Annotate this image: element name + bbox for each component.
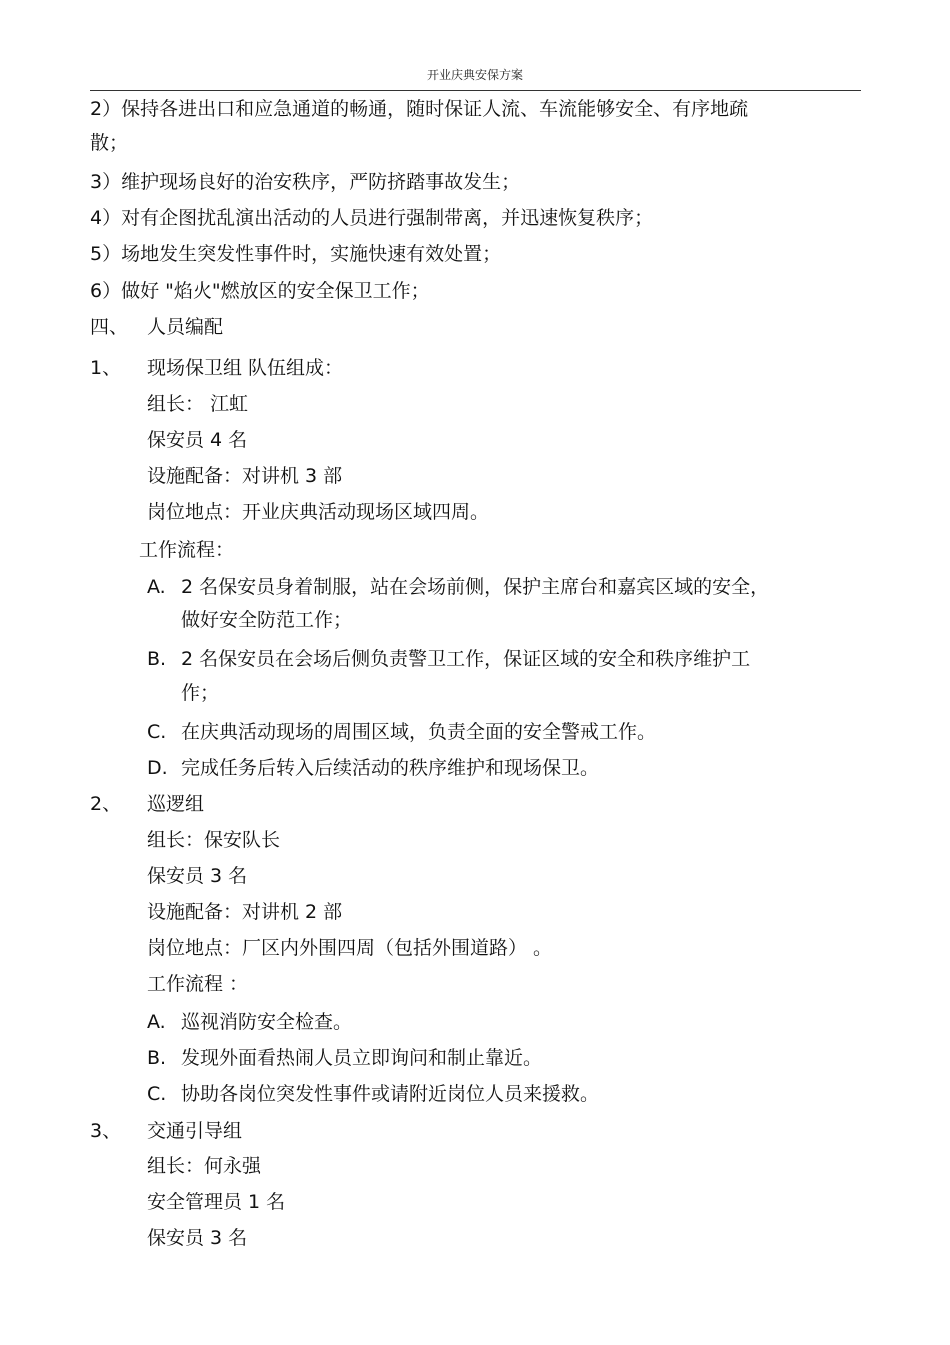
header-rule bbox=[90, 90, 861, 91]
step-text-cont: 做好安全防范工作； bbox=[181, 609, 353, 631]
duty-item-6: 6）做好 "焰火"燃放区的安全保卫工作； bbox=[90, 280, 430, 302]
group-guard-count: 保安员 3 名 bbox=[147, 865, 248, 887]
step-label: B. bbox=[147, 1047, 167, 1069]
step-text: 完成任务后转入后续活动的秩序维护和现场保卫。 bbox=[181, 757, 600, 779]
step-text: 协助各岗位突发性事件或请附近岗位人员来援救。 bbox=[181, 1083, 600, 1105]
group-safety-officer-count: 安全管理员 1 名 bbox=[147, 1191, 286, 1213]
step-text: 2 名保安员身着制服，站在会场前侧，保护主席台和嘉宾区域的安全， bbox=[181, 576, 770, 598]
step-text: 在庆典活动现场的周围区域，负责全面的安全警戒工作。 bbox=[181, 721, 657, 743]
duty-item-4: 4）对有企图扰乱演出活动的人员进行强制带离，并迅速恢复秩序； bbox=[90, 207, 654, 229]
group-guard-count: 保安员 4 名 bbox=[147, 429, 248, 451]
duty-item-5: 5）场地发生突发性事件时，实施快速有效处置； bbox=[90, 243, 502, 265]
step-label: C. bbox=[147, 1083, 167, 1105]
step-label: A. bbox=[147, 1011, 166, 1033]
group-guard-count: 保安员 3 名 bbox=[147, 1227, 248, 1249]
step-label: D. bbox=[147, 757, 168, 779]
step-text: 发现外面看热闹人员立即询问和制止靠近。 bbox=[181, 1047, 543, 1069]
group-post-location: 岗位地点：厂区内外围四周（包括外围道路） 。 bbox=[147, 937, 553, 959]
group-number: 3、 bbox=[90, 1120, 122, 1142]
group-leader: 组长：保安队长 bbox=[147, 829, 281, 851]
group-equipment: 设施配备：对讲机 2 部 bbox=[147, 901, 343, 923]
duty-item-2: 2）保持各进出口和应急通道的畅通，随时保证人流、车流能够安全、有序地疏 bbox=[90, 98, 749, 120]
group-number: 2、 bbox=[90, 793, 122, 815]
step-text: 2 名保安员在会场后侧负责警卫工作，保证区域的安全和秩序维护工 bbox=[181, 648, 751, 670]
group-number: 1、 bbox=[90, 357, 122, 379]
group-title: 交通引导组 bbox=[147, 1120, 243, 1142]
step-text: 巡视消防安全检查。 bbox=[181, 1011, 353, 1033]
step-label: C. bbox=[147, 721, 167, 743]
group-workflow-label: 工作流程 ： bbox=[147, 973, 249, 995]
group-leader: 组长： 江虹 bbox=[147, 393, 249, 415]
group-title: 现场保卫组 队伍组成： bbox=[147, 357, 344, 379]
section-number: 四、 bbox=[90, 316, 129, 338]
section-title: 人员编配 bbox=[147, 316, 224, 338]
group-equipment: 设施配备：对讲机 3 部 bbox=[147, 465, 343, 487]
step-label: A. bbox=[147, 576, 166, 598]
duty-item-2-cont: 散； bbox=[90, 132, 129, 154]
group-post-location: 岗位地点：开业庆典活动现场区域四周。 bbox=[147, 501, 490, 523]
duty-item-3: 3）维护现场良好的治安秩序，严防挤踏事故发生； bbox=[90, 171, 521, 193]
step-text-cont: 作； bbox=[181, 682, 220, 704]
running-header: 开业庆典安保方案 bbox=[426, 68, 523, 82]
group-title: 巡逻组 bbox=[147, 793, 205, 815]
group-workflow-label: 工作流程： bbox=[139, 539, 235, 561]
step-label: B. bbox=[147, 648, 167, 670]
group-leader: 组长：何永强 bbox=[147, 1155, 262, 1177]
